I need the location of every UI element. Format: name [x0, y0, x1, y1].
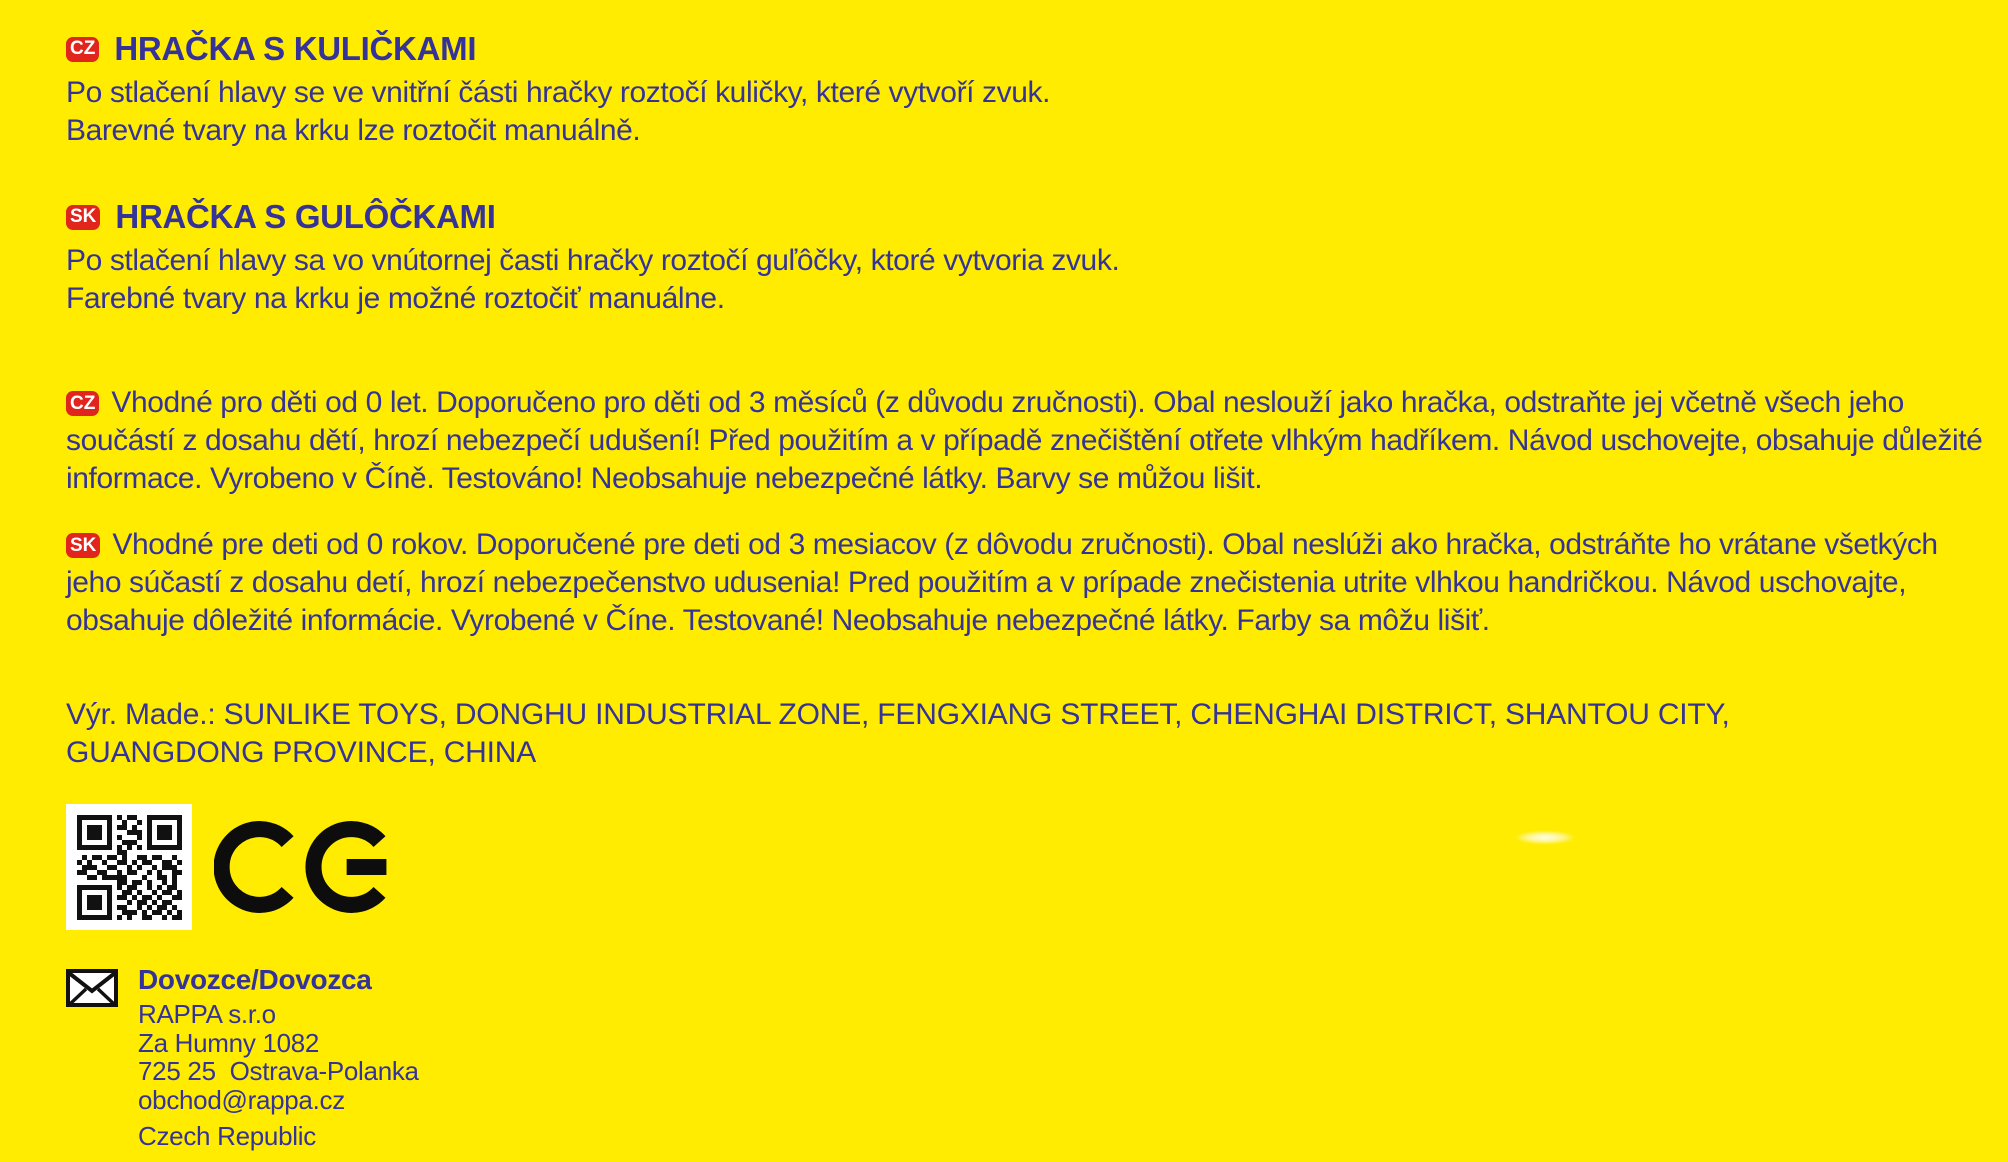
qr-code-grid	[77, 815, 182, 920]
importer-email: obchod@rappa.cz	[138, 1084, 345, 1115]
cz-product-heading-row	[66, 30, 1988, 68]
importer-address	[138, 964, 419, 1151]
sk-safety-warning-text: Vhodné pre deti od 0 rokov. Doporučené pre deti od 3 mesiacov (z dôvodu zručnosti). Obal neslúži ako hračka, odstráňte ho vrátane všetkých jeho súčastí z dosahu detí, hrozí nebezpečenstvo udusenia! Pred použitím a v prípade znečistenia utrite vlhkou handričkou. Návod uschovajte, obsahuje dôležité informácie. Vyrobené v Číne. Testované! Neobsahuje nebezpečné látky. Farby sa môžu lišiť.	[66, 528, 1938, 637]
cz-product-description-line-1: Po stlačení hlavy se ve vnitřní části hračky roztočí kuličky, které vytvoří zvuk.	[66, 76, 1051, 109]
cz-product-section	[66, 30, 1988, 150]
cz-flag-badge: CZ	[66, 37, 99, 62]
manufacturer-line-1: Výr. Made.: SUNLIKE TOYS, DONGHU INDUSTRIAL ZONE, FENGXIANG STREET, CHENGHAI DISTRICT, SHANTOU CITY,	[66, 698, 1730, 731]
qr-code-icon	[66, 804, 192, 930]
cz-product-description-line-2: Barevné tvary na krku lze roztočit manuálně.	[66, 114, 641, 147]
certification-marks-row	[66, 804, 1988, 930]
manufacturer-info	[66, 696, 1988, 772]
cz-safety-warning	[66, 384, 1984, 498]
sk-product-description-line-2: Farebné tvary na krku je možné roztočiť manuálne.	[66, 282, 725, 315]
sk-product-description-line-1: Po stlačení hlavy sa vo vnútornej časti hračky roztočí guľôčky, ktoré vytvoria zvuk.	[66, 244, 1120, 277]
ce-mark-icon	[214, 808, 394, 926]
cz-safety-warning-text: Vhodné pro děti od 0 let. Doporučeno pro děti od 3 měsíců (z důvodu zručnosti). Obal neslouží jako hračka, odstraňte jej včetně všech jeho součástí z dosahu dětí, hrozí nebezpečí udušení! Před použitím a v případě znečištění otřete vlhkým hadříkem. Návod uschovejte, obsahuje důležité informace. Vyrobeno v Číně. Testováno! Neobsahuje nebezpečné látky. Barvy se můžou lišit.	[66, 386, 1983, 495]
cz-product-title: HRAČKA S KULIČKAMI	[114, 30, 477, 67]
manufacturer-line-2: GUANGDONG PROVINCE, CHINA	[66, 736, 537, 769]
importer-city: 725 25 Ostrava-Polanka	[138, 1056, 419, 1086]
importer-country: Czech Republic	[138, 1121, 316, 1151]
sk-product-title: HRAČKA S GULÔČKAMI	[115, 198, 496, 235]
sk-flag-badge: SK	[66, 533, 100, 558]
envelope-icon	[66, 969, 118, 1007]
sk-product-section	[66, 198, 1988, 318]
importer-street: Za Humny 1082	[138, 1027, 320, 1058]
cz-flag-badge: CZ	[66, 391, 99, 416]
importer-company: RAPPA s.r.o	[138, 999, 276, 1029]
sk-safety-warning	[66, 526, 1984, 640]
sk-flag-badge: SK	[66, 205, 100, 230]
importer-block	[66, 964, 1988, 1151]
importer-heading: Dovozce/Dovozca	[138, 964, 372, 995]
sk-product-heading-row	[66, 198, 1988, 236]
